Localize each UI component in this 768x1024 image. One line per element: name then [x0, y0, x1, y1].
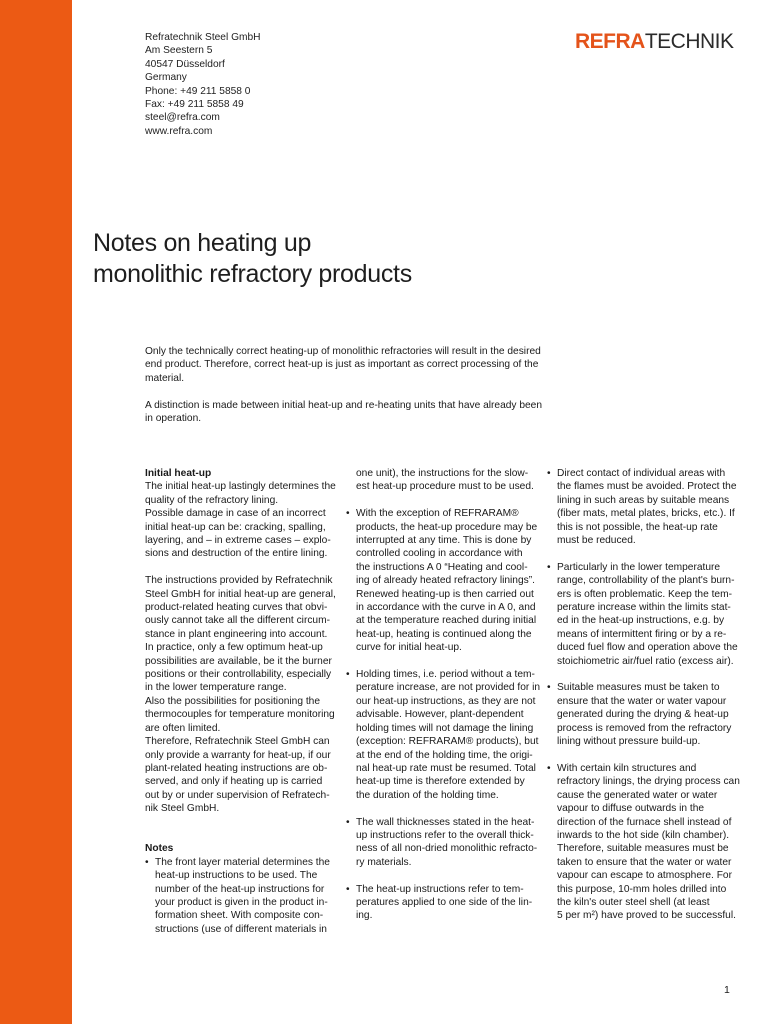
bullet-text-line: one unit), the instructions for the slow-	[356, 468, 529, 479]
bullet-text-line: taken to ensure that the water or water	[557, 856, 732, 868]
paragraph-gap	[145, 829, 335, 842]
bullet-text-line: ness of all non-dried monolithic refracto-	[356, 843, 538, 855]
text-line: Also the possibilities for positioning the	[145, 695, 320, 707]
bullet-item: • Particularly in the lower temperature	[547, 561, 737, 574]
bullet-text-line: number of the heat-up instructions for	[155, 883, 325, 895]
refratechnik-logo	[575, 30, 734, 54]
bullet-text-line: at the temperature reached during initial	[356, 615, 537, 627]
bullet-text-line: refractory linings, the drying process can	[557, 776, 740, 788]
text-line: quality of the refractory lining.	[145, 494, 279, 506]
text-column-left	[145, 467, 335, 936]
bullet-text-line: up instructions refer to the overall thick-	[356, 829, 534, 841]
bullet-text-line: the instructions A 0 “Heating and cool-	[356, 561, 528, 573]
bullet-text-line: est heat-up procedure must to be used.	[356, 481, 534, 493]
paragraph-gap	[346, 494, 536, 507]
bullet-text-line: advisable. However, plant-dependent	[356, 709, 524, 721]
company-address	[145, 31, 261, 138]
bullet-text-line: structions (use of different materials in	[155, 923, 327, 935]
bullet-text-line: generated during the drying & heat-up	[557, 709, 729, 721]
logo-part-technik: TECHNIK	[644, 30, 734, 53]
bullet-text-line: this purpose, 10-mm holes drilled into	[557, 883, 727, 895]
bullet-text-line: 5 per m²) have proved to be successful.	[557, 910, 736, 922]
text-line: Possible damage in case of an incorrect	[145, 508, 326, 520]
bullet-item: • The wall thicknesses stated in the heat-	[346, 816, 536, 829]
bullet-text-line: ensure that the water or water vapour	[557, 695, 727, 707]
bullet-text-line: lining in such areas by suitable means	[557, 494, 730, 506]
title-line: Notes on heating up	[93, 229, 312, 257]
text-line: stance in plant engineering into account.	[145, 628, 328, 640]
paragraph-gap	[346, 655, 536, 668]
section-heading: Notes	[145, 843, 174, 855]
bullet-text-line: inwards to the hot side (kiln chamber).	[557, 829, 730, 841]
bullet-text-line: formation sheet. With composite con-	[155, 910, 324, 922]
bullet-text-line: our heat-up instructions, as they are not	[356, 695, 536, 707]
address-line: Germany	[145, 72, 187, 84]
bullet-text-line: means of intermittent firing or by a re-	[557, 628, 727, 640]
bullet-item: • Suitable measures must be taken to	[547, 681, 737, 694]
bullet-text-line: your product is given in the product in-	[155, 896, 328, 908]
text-line: In practice, only a few optimum heat-up	[145, 642, 323, 654]
phone-line: Phone: +49 211 5858 0	[145, 85, 251, 97]
intro-paragraph: Only the technically correct heating-up of monolithic refractories will result in the desired end product. Therefore, correct heat-up is just as important as correct processing of the material.	[145, 346, 541, 384]
bullet-text-line: this is not possible, the heat-up rate	[557, 521, 718, 533]
intro-section	[145, 345, 545, 439]
bullet-text-line: ing of already heated refractory linings”.	[356, 575, 535, 587]
text-line: served, and only if heating up is carried	[145, 776, 323, 788]
text-line: Steel GmbH for initial heat-up are general,	[145, 588, 336, 600]
bullet-text-line: interrupted at any time. This is done by	[356, 535, 532, 547]
section-heading: Initial heat-up	[145, 468, 212, 479]
bullet-text-line: Therefore, suitable measures must be	[557, 843, 729, 855]
intro-paragraph: A distinction is made between initial heat-up and re-heating units that have already been in operation.	[145, 399, 543, 425]
title-line: monolithic refractory products	[93, 260, 412, 288]
bullet-text-line: range, controllability of the plant's burn-	[557, 575, 735, 587]
orange-side-bar	[0, 0, 72, 1024]
bullet-text-line: lining without pressure build-up.	[557, 736, 701, 748]
website-line: www.refra.com	[145, 125, 213, 137]
bullet-text-line: perature increase, are not provided for in	[356, 682, 541, 694]
paragraph-gap	[346, 869, 536, 882]
paragraph-gap	[346, 802, 536, 815]
bullet-text-line: (exception: REFRARAM® products), but	[356, 736, 539, 748]
text-line: Therefore, Refratechnik Steel GmbH can	[145, 736, 330, 748]
address-line: Refratechnik Steel GmbH	[145, 32, 261, 43]
text-line: ously cannot take all the different circum-	[145, 615, 330, 627]
bullet-text-line: (fiber mats, metal plates, bricks, etc.). If	[557, 508, 735, 520]
bullet-text-line: duced fuel flow and operation above the	[557, 642, 738, 654]
text-line: layering, and – in extreme cases – explo-	[145, 535, 331, 547]
bullet-text-line: Renewed heating-up is then carried out	[356, 588, 534, 600]
bullet-text-line: vapour can escape to atmosphere. For	[557, 870, 732, 882]
paragraph-gap	[145, 816, 335, 829]
bullet-item: • The front layer material determines the	[145, 856, 335, 869]
bullet-item: • With the exception of REFRARAM®	[346, 507, 536, 520]
logo-part-refra: REFRA	[575, 30, 645, 53]
bullet-text-line: controlled cooling in accordance with	[356, 548, 523, 560]
bullet-text-line: products, the heat-up procedure may be	[356, 521, 538, 533]
bullet-item: • Direct contact of individual areas with	[547, 467, 737, 480]
text-line: positions or their controllability, especially	[145, 669, 332, 681]
bullet-text-line: ers is often problematic. Keep the tem-	[557, 588, 732, 600]
bullet-text-line: heat-up, heating is continued along the	[356, 628, 532, 640]
text-column-right	[547, 467, 740, 923]
text-column-middle	[346, 467, 541, 923]
bullet-text-line: in accordance with the curve in A 0, and	[356, 602, 536, 614]
text-line: The initial heat-up lastingly determines the	[145, 481, 336, 493]
text-line: only provide a warranty for heat-up, if our	[145, 749, 331, 761]
fax-line: Fax: +49 211 5858 49	[145, 99, 244, 111]
page-title	[93, 228, 412, 290]
bullet-text-line: ing.	[356, 910, 373, 922]
text-line: possibilities are available, be it the burner	[145, 655, 332, 667]
text-line: in the lower temperature range.	[145, 682, 287, 694]
text-line: thermocouples for temperature monitoring	[145, 709, 335, 721]
email-line: steel@refra.com	[145, 112, 220, 124]
paragraph-gap	[547, 749, 737, 762]
bullet-text-line: heat-up time is therefore extended by	[356, 776, 525, 788]
paragraph-gap	[547, 668, 737, 681]
bullet-item: • Holding times, i.e. period without a tem-	[346, 668, 536, 681]
text-line: out by or under supervision of Refratech-	[145, 789, 330, 801]
bullet-text-line: holding times will not damage the lining	[356, 722, 534, 734]
bullet-text-line: ry materials.	[356, 856, 412, 868]
address-line: 40547 Düsseldorf	[145, 58, 225, 70]
bullet-text-line: must be reduced.	[557, 535, 636, 547]
bullet-text-line: direction of the furnace shell instead of	[557, 816, 732, 828]
text-line: plant-related heating instructions are ob-	[145, 762, 328, 774]
bullet-text-line: cause the generated water or water	[557, 789, 718, 801]
bullet-text-line: heat-up instructions to be used. The	[155, 870, 318, 882]
bullet-text-line: stoichiometric air/fuel ratio (excess air).	[557, 655, 734, 667]
text-line: product-related heating curves that obvi-	[145, 602, 328, 614]
bullet-text-line: peratures applied to one side of the lin-	[356, 896, 533, 908]
bullet-text-line: vapour to diffuse outwards in the	[557, 803, 705, 815]
bullet-text-line: the flames must be avoided. Protect the	[557, 481, 737, 493]
bullet-text-line: ed in the heat-up instructions, e.g. by	[557, 615, 725, 627]
bullet-item: • The heat-up instructions refer to tem-	[346, 883, 536, 896]
text-line: sions and destruction of the entire lining.	[145, 548, 328, 560]
paragraph-gap	[145, 561, 335, 574]
bullet-item: • With certain kiln structures and	[547, 762, 737, 775]
bullet-text-line: at the end of the holding time, the origi-	[356, 749, 533, 761]
bullet-text-line: the kiln's outer steel shell (at least	[557, 896, 710, 908]
text-line: are often limited.	[145, 722, 221, 734]
text-line: nik Steel GmbH.	[145, 803, 220, 815]
text-line: initial heat-up can be: cracking, spalling,	[145, 521, 326, 533]
bullet-text-line: perature increase within the limits stat-	[557, 602, 731, 614]
paragraph-gap	[547, 547, 737, 560]
address-line: Am Seestern 5	[145, 45, 213, 57]
bullet-text-line: process is removed from the refractory	[557, 722, 732, 734]
bullet-text-line: nal heat-up rate must be resumed. Total	[356, 762, 536, 774]
text-line: The instructions provided by Refratechnik	[145, 575, 333, 587]
bullet-text-line: curve for initial heat-up.	[356, 642, 462, 654]
page-number: 1	[724, 984, 730, 996]
bullet-text-line: the duration of the holding time.	[356, 789, 499, 801]
